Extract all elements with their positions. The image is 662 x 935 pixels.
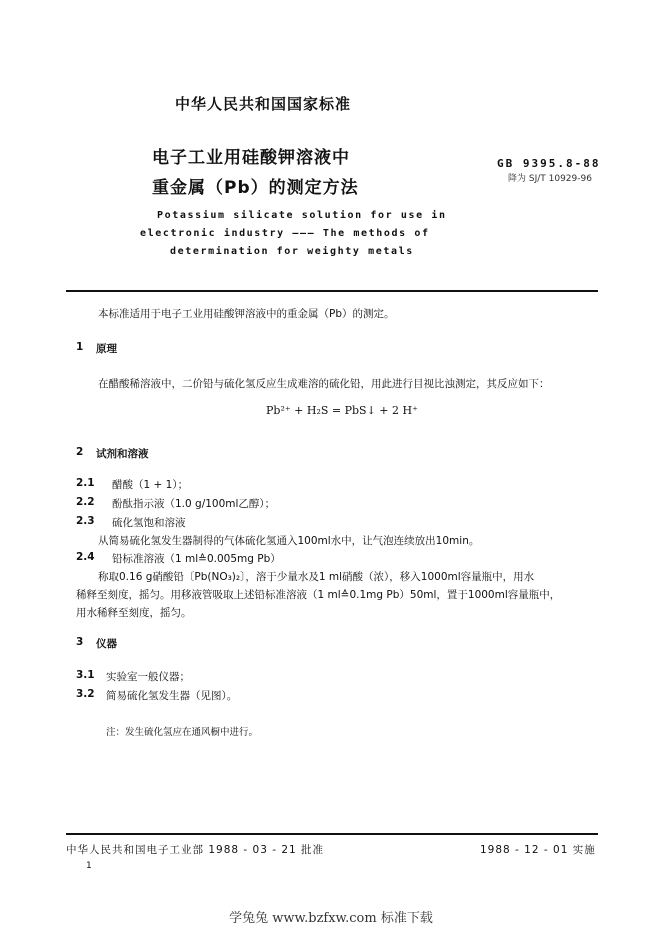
header-divider [66,290,598,292]
section-1-number: 1 [76,341,84,353]
item-2-4-detail-line-2: 稀释至刻度，摇匀。用移液管吸取上述铅标准溶液（1 ml≙0.1mg Pb）50ml，置于1000ml容量瓶中， [76,589,561,601]
item-2-4-detail-line-3: 用水稀释至刻度，摇匀。 [76,607,192,619]
item-3-2-text: 简易硫化氢发生器（见图）。 [106,690,238,702]
item-3-2-number: 3.2 [76,688,95,700]
approval-line: 中华人民共和国电子工业部 1988 - 03 - 21 批准 [66,844,325,856]
document-title-line-1: 电子工业用硅酸钾溶液中 [152,148,350,168]
item-3-1-text: 实验室一般仪器； [106,671,190,683]
page-number: 1 [86,861,93,871]
english-title-line-1: Potassium silicate solution for use in [157,210,447,221]
implementation-date: 1988 - 12 - 01 实施 [480,844,596,856]
reaction-formula: Pb²⁺ + H₂S = PbS↓ + 2 H⁺ [266,404,418,417]
scope-statement: 本标准适用于电子工业用硅酸钾溶液中的重金属（Pb）的测定。 [98,308,395,320]
section-2-number: 2 [76,446,84,458]
item-2-1-number: 2.1 [76,477,95,489]
item-2-1-text: 醋酸（1 + 1）； [112,479,189,491]
item-2-4-number: 2.4 [76,551,95,563]
section-3-number: 3 [76,636,84,648]
item-2-3-text: 硫化氢饱和溶液 [112,517,186,529]
item-2-4-text: 铅标准溶液（1 ml≙0.005mg Pb） [112,553,281,565]
english-title-line-2: electronic industry ——— The methods of [140,228,430,239]
item-2-2-text: 酚酞指示液（1.0 g/100ml乙醇）； [112,498,276,510]
document-title-line-2: 重金属（Pb）的测定方法 [152,178,359,198]
standard-number: GB 9395.8-88 [497,157,601,170]
safety-note: 注：发生硫化氢应在通风橱中进行。 [106,727,259,738]
footer-divider [66,833,598,835]
section-1-title: 原理 [96,343,117,355]
item-3-1-number: 3.1 [76,669,95,681]
english-title-line-3: determination for weighty metals [170,246,414,257]
item-2-3-detail: 从简易硫化氢发生器制得的气体硫化氢通入100ml水中，让气泡连续放出10min。 [98,535,480,547]
standard-downgrade-note: 降为 SJ/T 10929-96 [508,174,592,184]
country-standard-heading: 中华人民共和国国家标准 [175,95,352,113]
section-3-title: 仪器 [96,638,117,650]
section-1-text: 在醋酸稀溶液中，二价铅与硫化氢反应生成难溶的硫化铅，用此进行目视比浊测定，其反应如下： [98,378,550,390]
section-2-title: 试剂和溶液 [96,448,149,460]
item-2-3-number: 2.3 [76,515,95,527]
item-2-2-number: 2.2 [76,496,95,508]
site-watermark: 学兔兔 www.bzfxw.com 标准下载 [229,911,433,926]
item-2-4-detail-line-1: 称取0.16 g硝酸铅〔Pb(NO₃)₂〕，溶于少量水及1 ml硝酸（浓），移入1000ml容量瓶中，用水 [98,571,535,583]
